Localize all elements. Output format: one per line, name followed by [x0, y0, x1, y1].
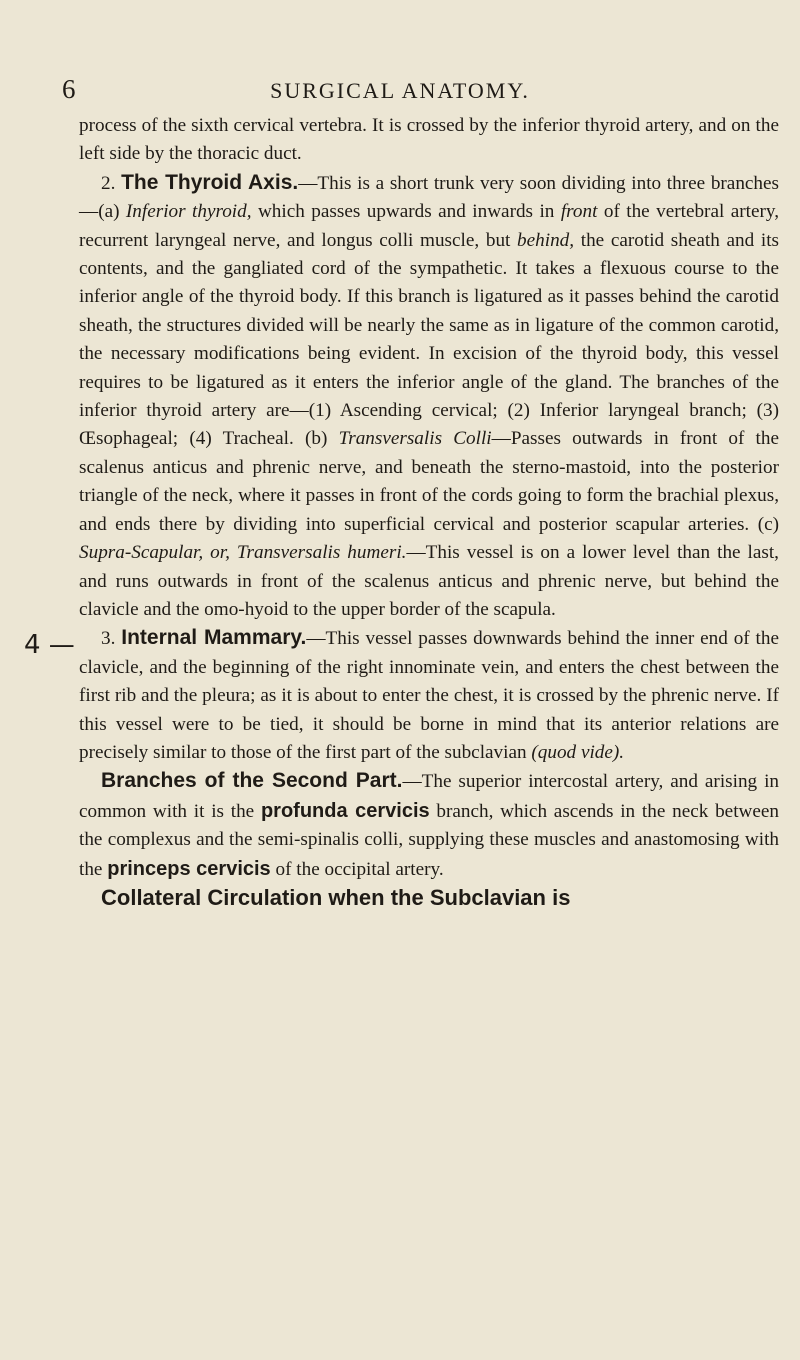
section-heading-internal-mammary: Internal Mammary.: [121, 626, 307, 650]
running-head: SURGICAL ANATOMY.: [270, 78, 530, 103]
section-heading-collateral-circulation: Collateral Circulation when the Subclavian is: [101, 884, 571, 910]
section-heading-thyroid-axis: The Thyroid Axis.: [121, 170, 299, 194]
margin-annotation: 4 —: [24, 630, 75, 660]
paragraph-thyroid-axis: 2. The Thyroid Axis.—This is a short trunk very soon dividing into three branches—(a) Inferior thyroid, which passes upwards and inwards in front of the vertebral artery, recurrent laryngeal nerve, and longus colli muscle, but behind, the carotid sheath and its contents, and the gangliated cord of the sympathetic. It takes a flexuous course to the inferior angle of the thyroid body. If this branch is ligatured as it passes behind the carotid sheath, the structures divided will be nearly the same as in ligature of the common carotid, the necessary modifications being evident. In excision of the thyroid body, this vessel requires to be ligatured as it enters the inferior angle of the gland. The branches of the inferior thyroid artery are—(1) Ascending cervical; (2) Inferior laryngeal branch; (3) Œsophageal; (4) Tracheal. (b) Transversalis Colli—Passes outwards in front of the scalenus anticus and phrenic nerve, and beneath the sterno-mastoid, into the posterior triangle of the neck, where it passes in front of the cords going to form the brachial plexus, and ends there by dividing into superficial cervical and posterior scapular arteries. (c) Supra-Scapular, or, Transversalis humeri.—This vessel is on a lower level than the last, and runs outwards in front of the scalenus anticus and phrenic nerve, but behind the clavicle and the omo-hyoid to the upper border of the scapula.: [79, 170, 780, 620]
section-heading-second-part: Branches of the Second Part.: [101, 769, 403, 793]
page-number: 6: [62, 74, 76, 104]
section-number: 3.: [101, 628, 116, 650]
paragraph-continuation: process of the sixth cervical vertebra. It is crossed by the inferior thyroid artery, and on the left side by the thoracic duct.: [79, 115, 779, 165]
page-body: [79, 112, 779, 912]
paragraph-second-part: Branches of the Second Part.—The superior intercostal artery, and arising in common with it is the profunda cervicis branch, which ascends in the neck between the complexus and the semi-spinalis colli, supplying these muscles and anastomosing with the princeps cervicis of the occipital artery.: [79, 769, 780, 880]
paragraph-internal-mammary: 3. Internal Mammary.—This vessel passes downwards behind the inner end of the clavicle, and the beginning of the right innominate vein, and enters the chest between the first rib and the pleura; as it is about to enter the chest, it is crossed by the phrenic nerve. If this vessel were to be tied, it should be borne in mind that its anterior relations are precisely similar to those of the first part of the subclavian (quod vide).: [79, 626, 779, 763]
section-number: 2.: [101, 172, 116, 194]
